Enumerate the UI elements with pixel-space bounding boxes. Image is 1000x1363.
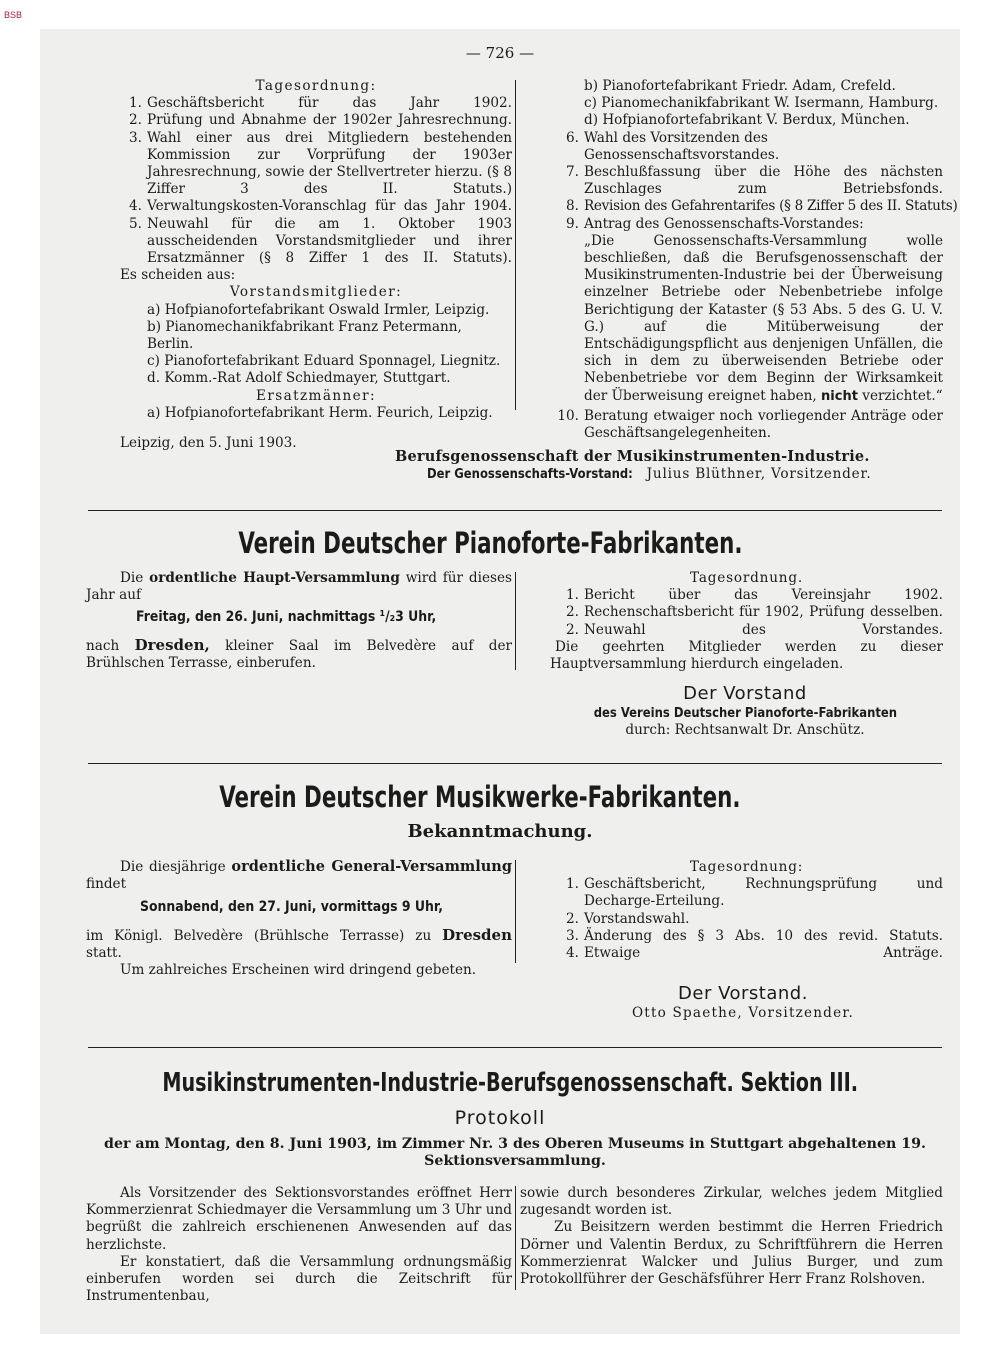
agenda-item: 4. Etwaige Anträge. [566, 945, 943, 962]
board-member: d. Komm.-Rat Adolf Schiedmayer, Stuttgart. [147, 370, 451, 387]
signature-organisation: Berufsgenossenschaft der Musikinstrumenten-Industrie. [395, 448, 870, 465]
column-divider [515, 80, 516, 410]
sec3-heading: Verein Deutscher Musikwerke-Fabrikanten. [219, 780, 741, 814]
sec2-when: Freitag, den 26. Juni, nachmittags ¹/₂3 Uhr, [136, 609, 437, 626]
agenda-item: 2. Neuwahl des Vorstandes. [566, 621, 943, 638]
board-member: a) Hofpianofortefabrikant Oswald Irmler, Leipzig. [147, 301, 490, 318]
sec2-right-column [550, 570, 943, 673]
sec2-sig-by: durch: Rechtsanwalt Dr. Anschütz. [625, 722, 865, 739]
column-divider [515, 1186, 516, 1290]
sec2-intro: Die ordentliche Haupt-Versammlung wird für dieses Jahr auf [86, 570, 512, 604]
sec4-intro: der am Montag, den 8. Juni 1903, im Zimmer Nr. 3 des Oberen Museums in Stuttgart abgehaltenen 19. Sektionsversammlung. [104, 1136, 926, 1169]
substitutes-title: Ersatzmänner: [256, 387, 376, 404]
sec2-sig-org: des Vereins Deutscher Pianoforte-Fabrikanten [593, 705, 897, 721]
agenda-item: 4. Verwaltungskosten-Voranschlag für das Jahr 1904. [129, 198, 512, 215]
protocol-paragraph: Als Vorsitzender des Sektionsvorstandes eröffnet Herr Kommerzienrat Schiedmayer die Versammlung um 3 Uhr und begrüßt die zahlreich erschienenen Anwesenden auf das herzlichste. [86, 1185, 512, 1253]
signature-person: Julius Blüthner, Vorsitzender. [646, 466, 872, 483]
sec2-heading: Verein Deutscher Pianoforte-Fabrikanten. [237, 526, 743, 560]
agenda-item: 5. Neuwahl für die am 1. Oktober 1903 ausscheidenden Vorstandsmitglieder und ihrer Ersatzmänner (§ 8 Ziffer 1 des II. Statuts). [129, 215, 512, 267]
agenda-item: 2. Rechenschaftsbericht für 1902, Prüfung desselben. [566, 604, 943, 621]
sec4-subheading: Protokoll [454, 1107, 546, 1129]
agenda-item: 1. Geschäftsbericht, Rechnungsprüfung und Decharge-Erteilung. [566, 876, 943, 910]
agenda-item: 2. Prüfung und Abnahme der 1902er Jahresrechnung. [129, 112, 512, 129]
section-rule [88, 510, 942, 511]
sec2-invite: Die geehrten Mitglieder werden zu dieser Hauptversammlung hierdurch eingeladen. [550, 638, 943, 673]
protocol-paragraph: sowie durch besonderes Zirkular, welches jedem Mitglied zugesandt worden ist. [520, 1185, 943, 1219]
sec1-signature [395, 448, 955, 483]
sec4-right-column [520, 1185, 943, 1288]
sec2-left-column [86, 570, 512, 672]
sec1-right-column [557, 78, 958, 442]
sec3-appeal: Um zahlreiches Erscheinen wird dringend gebeten. [120, 962, 477, 979]
agenda-item: 3. Wahl einer aus drei Mitgliedern bestehenden Kommission zur Vorprüfung der 1903er Jahresrechnung, sowie der Stellvertreter hierzu. (§ 8 Ziffer 3 des II. Statuts.) [129, 129, 512, 198]
motion-text: „Die Genossenschafts-Versammlung wolle beschließen, daß die Berufsgenossenschaft der Musikinstrumenten-Industrie bei der Überweisung einzelner Betriebe oder Nebenbetriebe infolge Berichtigung der Kataster (§ 53 Abs. 5 des G. U. V. G.) auf die Mitüberweisung der Entschädigungspflicht aus denjenigen Unfällen, die sich in dem zu überweisenden Betriebe oder Nebenbetriebe vor dem Beginn der Wirksamkeit der Überweisung ereignet haben, nicht verzichtet.“ [584, 232, 943, 404]
agenda-item: 8. Revision des Gefahrentarifes (§ 8 Ziffer 5 des II. Statuts) [566, 198, 958, 215]
sec2-signature [520, 683, 970, 739]
agenda-item: 3. Änderung des § 3 Abs. 10 des revid. Statuts. [566, 927, 943, 944]
sec3-subheading: Bekanntmachung. [407, 821, 593, 842]
date-line: Leipzig, den 5. Juni 1903. [120, 435, 297, 452]
column-divider [515, 572, 516, 670]
signature-board: Der Genossenschafts-Vorstand: [427, 466, 633, 483]
sec3-signature [518, 983, 968, 1022]
sec3-intro: Die diesjährige ordentliche General-Versammlung findet [86, 858, 512, 893]
retire-intro: Es scheiden aus: [120, 267, 236, 284]
section-rule [88, 763, 942, 764]
sec4-heading: Musikinstrumenten-Industrie-Berufsgenossenschaft. Sektion III. [162, 1068, 858, 1098]
library-mark: BSB [4, 10, 23, 20]
protocol-paragraph: Er konstatiert, daß die Versammlung ordnungsmäßig einberufen worden sei durch die Zeitschrift für Instrumentenbau, [86, 1253, 512, 1305]
agenda-item: 7. Beschlußfassung über die Höhe des nächsten Zuschlages zum Betriebsfonds. [566, 164, 943, 198]
section-rule [88, 1047, 942, 1048]
sec3-sig-person: Otto Spaethe, Vorsitzender. [631, 1005, 855, 1021]
board-member: c) Pianofortefabrikant Eduard Sponnagel, Liegnitz. [147, 353, 501, 370]
sec3-where: im Königl. Belvedère (Brühlsche Terrasse) zu Dresden statt. [86, 925, 512, 961]
sec1-left-column [120, 78, 512, 452]
agenda-item: 1. Geschäftsbericht für das Jahr 1902. [129, 95, 512, 112]
sec3-left-column [86, 858, 512, 979]
sec3-sig-title: Der Vorstand. [678, 983, 808, 1004]
sec3-right-column [550, 859, 943, 962]
agenda-item: 10. Beratung etwaiger noch vorliegender Anträge oder Geschäftsangelegenheiten. [557, 407, 943, 442]
substitute-member: d) Hofpianofortefabrikant V. Berdux, München. [584, 112, 910, 129]
sec2-where: nach Dresden, kleiner Saal im Belvedère auf der Brühlschen Terrasse, einberufen. [86, 635, 512, 671]
agenda-item: 6. Wahl des Vorsitzenden des Genossenschaftsvorstandes. [566, 129, 780, 163]
substitute-member: b) Pianofortefabrikant Friedr. Adam, Crefeld. [584, 78, 896, 94]
substitute-member: c) Pianomechanikfabrikant W. Isermann, Hamburg. [584, 95, 939, 112]
board-title: Vorstandsmitglieder: [229, 284, 403, 301]
agenda-title: Tagesordnung: [255, 78, 377, 94]
substitute-member: a) Hofpianofortefabrikant Herm. Feurich, Leipzig. [147, 404, 493, 421]
sec2-agenda-title: Tagesordnung. [690, 570, 803, 586]
agenda-item: 1. Bericht über das Vereinsjahr 1902. [566, 587, 943, 604]
agenda-item: 9. Antrag des Genossenschafts-Vorstandes: [566, 215, 864, 232]
board-member: b) Pianomechanikfabrikant Franz Petermann, Berlin. [147, 318, 462, 353]
column-divider [515, 860, 516, 963]
sec2-sig-title: Der Vorstand [683, 683, 807, 704]
agenda-item: 2. Vorstandswahl. [566, 910, 690, 927]
sec3-agenda-title: Tagesordnung: [689, 859, 804, 875]
sec4-left-column [86, 1185, 512, 1305]
page-number: — 726 — [465, 44, 535, 62]
protocol-paragraph: Zu Beisitzern werden bestimmt die Herren Friedrich Dörner und Valentin Berdux, zu Schriftführern die Herren Kommerzienrat Walcker und Julius Burger, und zum Protokollführer der Geschäfsführer Herr Franz Rolshoven. [520, 1219, 943, 1288]
sec3-when: Sonnabend, den 27. Juni, vormittags 9 Uhr, [140, 899, 443, 916]
